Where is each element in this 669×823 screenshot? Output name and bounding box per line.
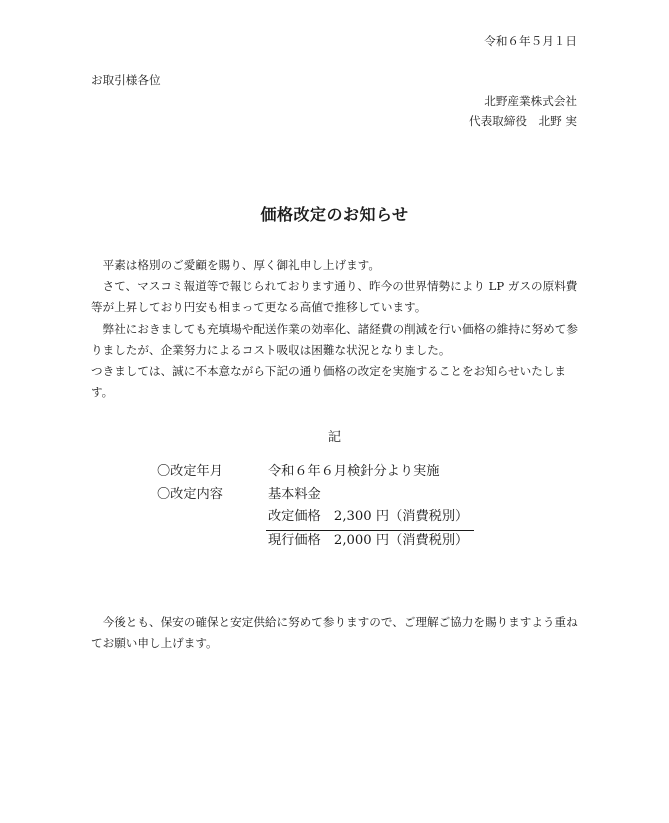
page-title: 価格改定のお知らせ [260,205,409,224]
ki-heading: 記 [327,430,342,445]
body-paragraph-announcement: つきましては、誠に不本意ながら下記の通り価格の改定を実施することをお知らせいたします。 [91,364,566,400]
notice-value-revision-month: 令和６年６月検針分より実施 [268,464,440,479]
closing-paragraph-block [91,612,579,654]
notice-label-revision-month: 〇改定年月 [157,464,223,479]
body-paragraph-reason: さて、マスコミ報道等で報じられております通り、昨今の世界情勢により LP ガスの原料費等が上昇しており円安も相まって更なる高値で推移しています。 [91,279,578,315]
new-price-line: 改定価格 2,300 円（消費税別） [266,506,474,531]
notice-value-revision-content: 基本料金 [268,487,321,502]
closing-paragraph: 今後とも、保安の確保と安定供給に努めて参りますので、ご理解ご協力を賜りますよう重ねてお願い申し上げます。 [91,615,578,651]
body-paragraph-greeting: 平素は格別のご愛顧を賜り、厚く御礼申し上げます。 [102,258,380,272]
representative-name: 代表取締役 北野 実 [468,114,577,128]
company-name: 北野産業株式会社 [484,94,577,108]
current-price-line: 現行価格 2,000 円（消費税別） [268,533,469,548]
document-date: 令和６年５月１日 [484,34,577,48]
recipient-line: お取引様各位 [91,73,161,87]
notice-label-revision-content: 〇改定内容 [157,487,223,502]
body-paragraphs [91,255,579,403]
body-paragraph-efforts: 弊社におきましても充填場や配送作業の効率化、諸経費の削減を行い価格の維持に努めて参りましたが、企業努力によるコスト吸収は困難な状況となりました。 [91,321,578,357]
